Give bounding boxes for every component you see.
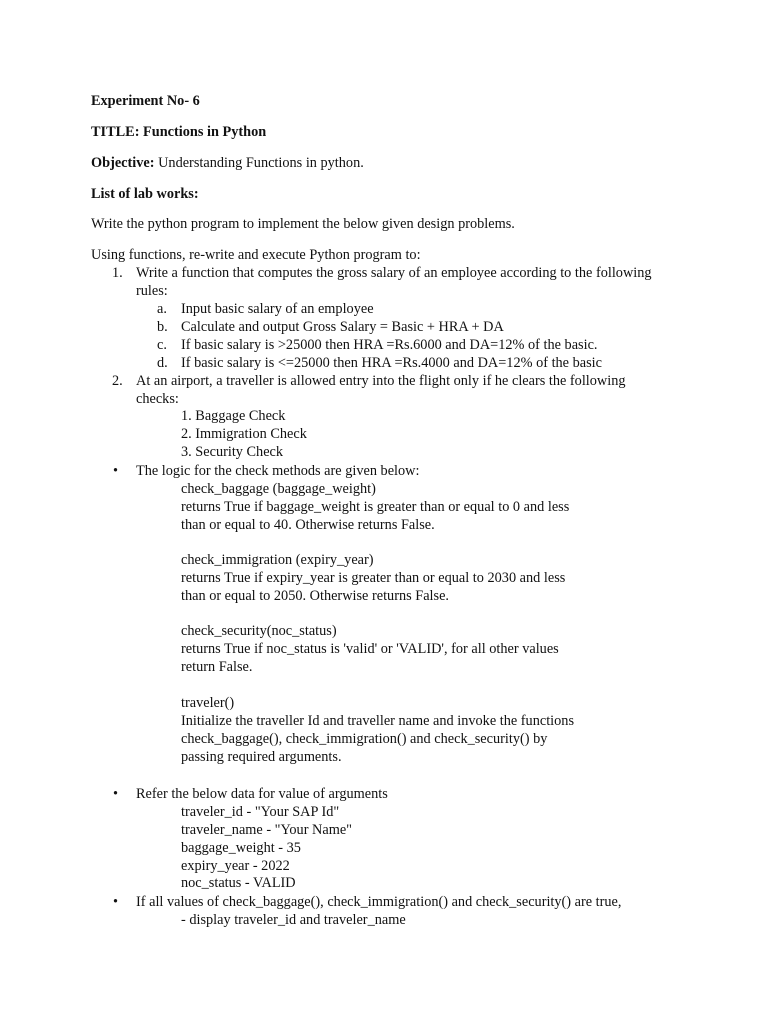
document-title: TITLE: Functions in Python xyxy=(91,124,267,140)
sub-item-marker: c. xyxy=(157,337,167,353)
code-description-line: returns True if expiry_year is greater than or equal to 2030 and less xyxy=(181,570,566,586)
code-description-line: check_security(noc_status) xyxy=(181,623,337,639)
sub-item-text: If basic salary is <=25000 then HRA =Rs.4000 and DA=12% of the basic xyxy=(181,355,602,371)
objective-text: Understanding Functions in python. xyxy=(154,155,364,171)
argument-value-line: expiry_year - 2022 xyxy=(181,858,290,874)
code-description-line: returns True if noc_status is 'valid' or 'VALID', for all other values xyxy=(181,641,559,657)
item2-text-line2: checks: xyxy=(136,391,179,407)
sub-item-text: Input basic salary of an employee xyxy=(181,301,374,317)
list-number: 2. xyxy=(112,373,123,389)
code-description-line: check_baggage (baggage_weight) xyxy=(181,481,376,497)
objective-line xyxy=(91,154,364,172)
sub-item-marker: d. xyxy=(157,355,168,371)
code-description-line: than or equal to 2050. Otherwise returns False. xyxy=(181,588,450,604)
code-description-line: check_baggage(), check_immigration() and check_security() by xyxy=(181,731,548,747)
using-functions-text: Using functions, re-write and execute Python program to: xyxy=(91,247,421,263)
check-item: 1. Baggage Check xyxy=(181,408,286,424)
code-description-line: return False. xyxy=(181,659,253,675)
sub-item-text: Calculate and output Gross Salary = Basic + HRA + DA xyxy=(181,319,504,335)
argument-value-line: traveler_name - "Your Name" xyxy=(181,822,353,838)
display-instruction-line: - display traveler_id and traveler_name xyxy=(181,912,406,928)
bullet-marker: • xyxy=(113,786,119,802)
bullet-text: The logic for the check methods are given below: xyxy=(136,463,420,479)
argument-value-line: traveler_id - "Your SAP Id" xyxy=(181,804,340,820)
item2-text-line1: At an airport, a traveller is allowed entry into the flight only if he clears the following xyxy=(136,373,626,389)
argument-value-line: baggage_weight - 35 xyxy=(181,840,301,856)
code-description-line: traveler() xyxy=(181,695,235,711)
code-description-line: Initialize the traveller Id and traveller name and invoke the functions xyxy=(181,713,575,729)
code-description-line: passing required arguments. xyxy=(181,749,342,765)
bullet-marker: • xyxy=(113,463,119,479)
bullet-text: Refer the below data for value of arguments xyxy=(136,786,388,802)
sub-item-marker: b. xyxy=(157,319,168,335)
experiment-number: Experiment No- 6 xyxy=(91,93,200,109)
code-description-line: returns True if baggage_weight is greater than or equal to 0 and less xyxy=(181,499,570,515)
bullet-text: If all values of check_baggage(), check_immigration() and check_security() are true, xyxy=(136,894,622,910)
sub-item-marker: a. xyxy=(157,301,167,317)
intro-text: Write the python program to implement the below given design problems. xyxy=(91,216,515,232)
list-heading: List of lab works: xyxy=(91,186,199,202)
code-description-line: than or equal to 40. Otherwise returns False. xyxy=(181,517,435,533)
sub-item-text: If basic salary is >25000 then HRA =Rs.6000 and DA=12% of the basic. xyxy=(181,337,598,353)
argument-value-line: noc_status - VALID xyxy=(181,875,296,891)
check-item: 3. Security Check xyxy=(181,444,284,460)
check-item: 2. Immigration Check xyxy=(181,426,307,442)
objective-label: Objective: xyxy=(91,155,155,171)
code-description-line: check_immigration (expiry_year) xyxy=(181,552,374,568)
item1-text-line1: Write a function that computes the gross salary of an employee according to the following xyxy=(136,265,652,281)
item1-text-line2: rules: xyxy=(136,283,168,299)
bullet-marker: • xyxy=(113,894,119,910)
list-number: 1. xyxy=(112,265,123,281)
